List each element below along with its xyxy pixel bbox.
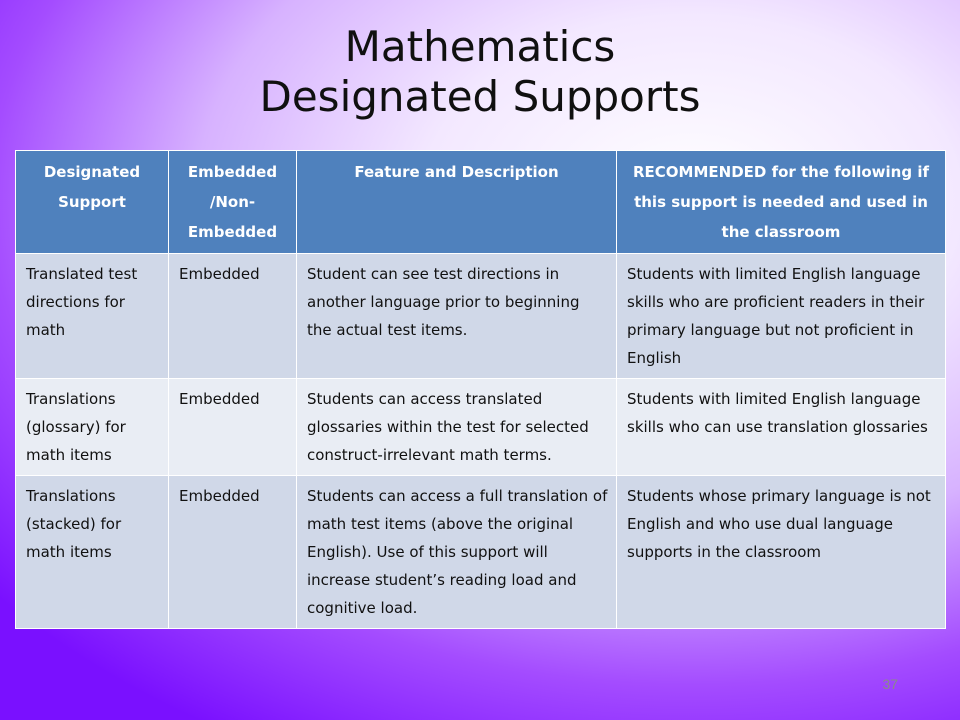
cell-embedded: Embedded — [169, 476, 297, 629]
column-header-embedded: Embedded /Non-Embedded — [169, 151, 297, 254]
cell-support: Translations (glossary) for math items — [16, 379, 169, 476]
table-row — [16, 476, 946, 629]
cell-embedded: Embedded — [169, 379, 297, 476]
column-header-recommended: RECOMMENDED for the following if this support is needed and used in the classroom — [617, 151, 946, 254]
column-header-feature-description: Feature and Description — [297, 151, 617, 254]
title-line-1: Mathematics — [344, 22, 616, 71]
cell-description: Student can see test directions in another language prior to beginning the actual test items. — [297, 254, 617, 379]
supports-table — [15, 150, 946, 629]
page-number: 37 — [882, 676, 898, 692]
column-header-designated-support: Designated Support — [16, 151, 169, 254]
cell-support: Translations (stacked) for math items — [16, 476, 169, 629]
table-row — [16, 254, 946, 379]
table-row — [16, 379, 946, 476]
supports-table-container — [15, 150, 945, 629]
slide-title — [0, 22, 960, 122]
table-header-row — [16, 151, 946, 254]
cell-description: Students can access translated glossaries within the test for selected construct-irrelevant math terms. — [297, 379, 617, 476]
cell-recommended: Students with limited English language skills who can use translation glossaries — [617, 379, 946, 476]
cell-support: Translated test directions for math — [16, 254, 169, 379]
cell-recommended: Students whose primary language is not English and who use dual language supports in the classroom — [617, 476, 946, 629]
cell-embedded: Embedded — [169, 254, 297, 379]
title-line-2: Designated Supports — [259, 72, 701, 121]
cell-description: Students can access a full translation of math test items (above the original English). Use of this support will increase student’s reading load and cognitive load. — [297, 476, 617, 629]
cell-recommended: Students with limited English language skills who are proficient readers in their primary language but not proficient in English — [617, 254, 946, 379]
